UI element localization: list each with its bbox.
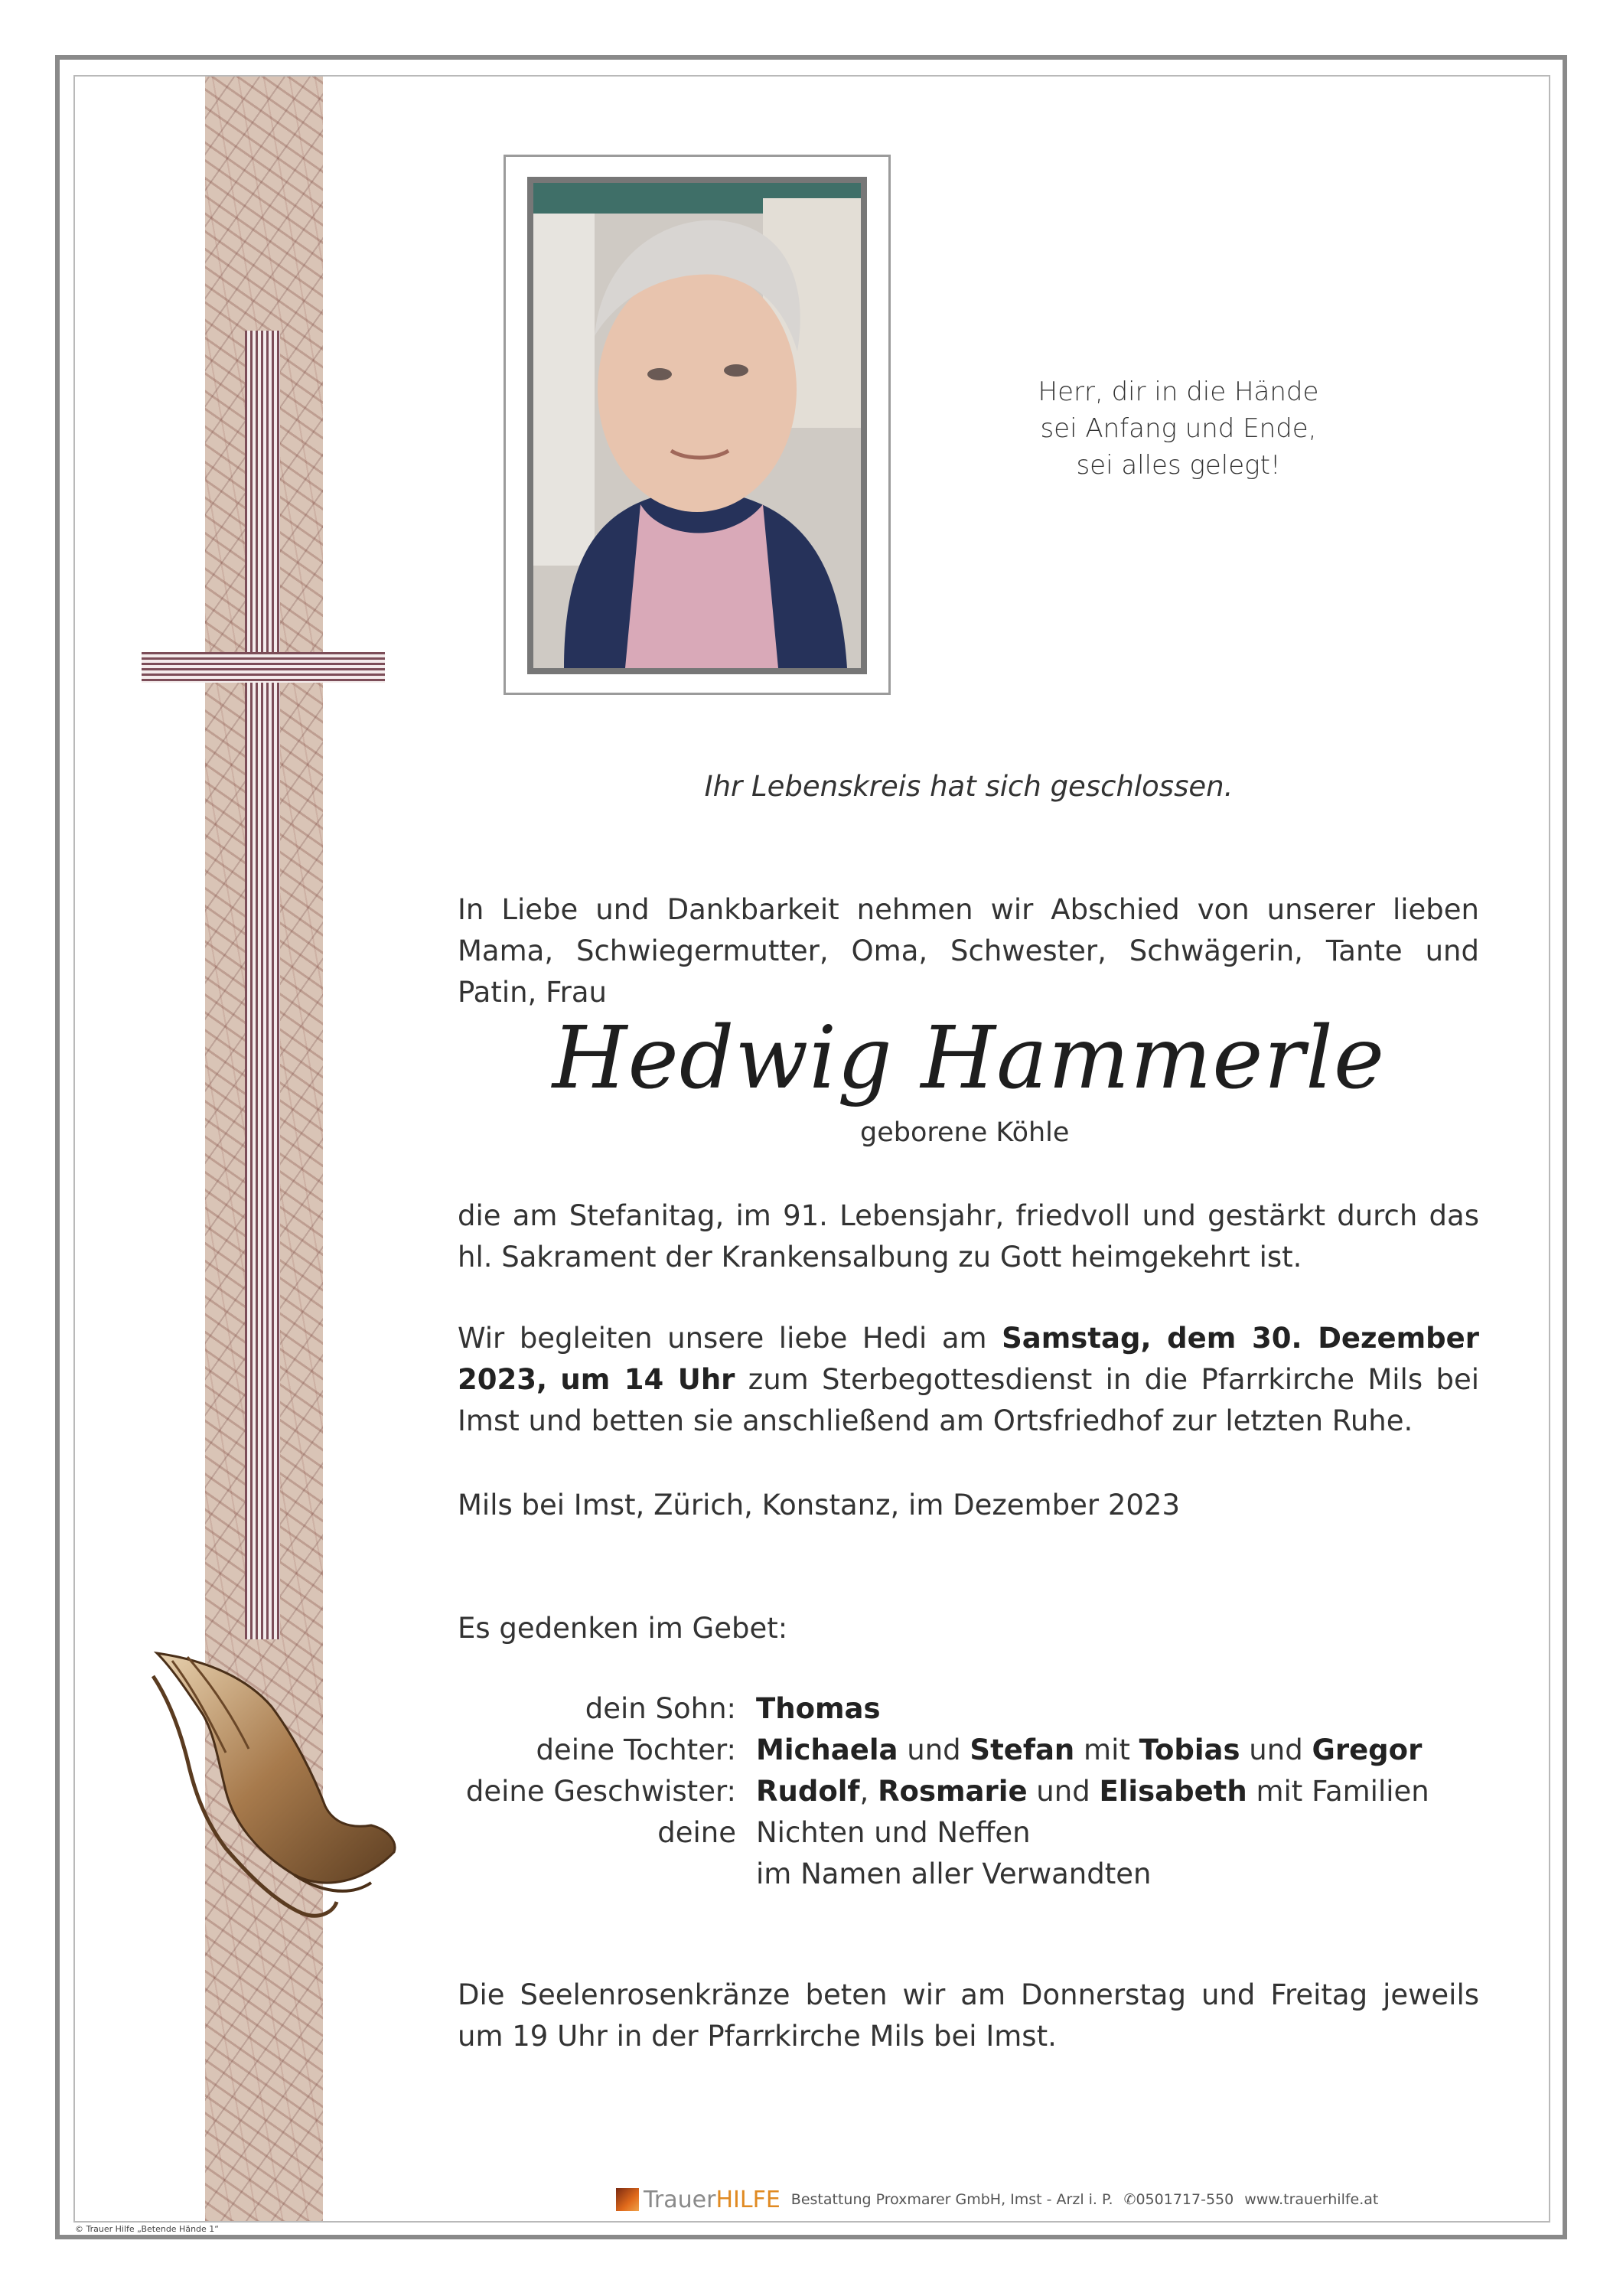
mourner-row-son [458, 1688, 1479, 1730]
verse-line-1: Herr, dir in die Hände [1038, 377, 1319, 407]
intro-text: In Liebe und Dankbarkeit nehmen wir Abschied von unserer lieben Mama, Schwiegermutter, Oma, Schwester, Schwägerin, Tante und Patin, Frau [458, 893, 1479, 1009]
trauerhilfe-logo-icon [616, 2188, 639, 2211]
copyright-note: © Trauer Hilfe „Betende Hände 1“ [75, 2224, 219, 2234]
mourner-name: Rudolf [756, 1775, 860, 1808]
mourner-names: Nichten und Neffen [756, 1816, 1031, 1849]
connector: , [859, 1775, 878, 1808]
funeral-part3: zum Sterbegottesdienst in die Pfarrkirche Mils bei Imst und betten sie anschließend am Ortsfriedhof zur letzten Ruhe. [458, 1363, 1480, 1437]
verse-line-2: sei Anfang und Ende, [1040, 413, 1317, 444]
brand-hilfe: HILFE [715, 2186, 781, 2213]
portrait-image [533, 183, 861, 668]
connector: mit [1074, 1733, 1139, 1766]
mourners-list [458, 1688, 1479, 1895]
praying-hands-icon [142, 1645, 406, 1929]
cross-horizontal-beam [142, 652, 385, 683]
brand-trauer: Trauer [644, 2186, 716, 2213]
verse-line-3: sei alles gelegt! [1076, 450, 1281, 481]
phone-number[interactable]: ✆0501717-550 [1123, 2191, 1234, 2208]
mourner-names [756, 1688, 1479, 1730]
mourner-names [756, 1730, 1479, 1771]
footer [616, 2186, 1378, 2213]
cross-vertical-beam [245, 331, 280, 1639]
connector: und [1240, 1733, 1312, 1766]
maiden-name: geborene Köhle [860, 1117, 1070, 1148]
mourner-name: Elisabeth [1099, 1775, 1247, 1808]
mourner-row-siblings [458, 1771, 1479, 1812]
relation-label: deine Tochter: [536, 1733, 736, 1766]
portrait-frame [504, 155, 891, 695]
mourner-name: Stefan [970, 1733, 1075, 1766]
motto: Ihr Lebenskreis hat sich geschlossen. [704, 770, 1234, 803]
commemoration-heading: Es gedenken im Gebet: [458, 1612, 788, 1645]
mourner-name: Michaela [756, 1733, 898, 1766]
verse [987, 373, 1370, 484]
relation-label: deine Geschwister: [465, 1775, 736, 1808]
mourner-row-nieces [458, 1812, 1479, 1854]
portrait-photo [527, 177, 867, 674]
funeral-text [458, 1318, 1479, 1442]
connector: mit Familien [1247, 1775, 1429, 1808]
relation-label: deine [657, 1816, 736, 1849]
place-date: Mils bei Imst, Zürich, Konstanz, im Dezember 2023 [458, 1489, 1180, 1521]
mourner-name: Gregor [1312, 1733, 1423, 1766]
deceased-name: Hedwig Hammerle [552, 1009, 1386, 1108]
relation-label: dein Sohn: [585, 1692, 736, 1725]
relation-label [458, 1854, 756, 1895]
website-link[interactable]: www.trauerhilfe.at [1244, 2191, 1379, 2208]
funeral-part2 [547, 1363, 560, 1396]
death-text: die am Stefanitag, im 91. Lebensjahr, friedvoll und gestärkt durch das hl. Sakrament der Krankensalbung zu Gott heimgekehrt ist. [458, 1199, 1479, 1274]
mourner-names: im Namen aller Verwandten [756, 1857, 1152, 1890]
mourner-name: Thomas [756, 1692, 881, 1725]
mourner-name: Rosmarie [878, 1775, 1028, 1808]
company-name: Bestattung Proxmarer GmbH, Imst - Arzl i. P. [790, 2191, 1113, 2208]
mourner-row-relatives [458, 1854, 1479, 1895]
connector: und [1027, 1775, 1100, 1808]
mourner-name: Tobias [1139, 1733, 1240, 1766]
funeral-date: Samstag, dem 30. Dezember 2023, [458, 1322, 1480, 1396]
rosary-text: Die Seelenrosenkränze beten wir am Donnerstag und Freitag jeweils um 19 Uhr in der Pfarrkirche Mils bei Imst. [458, 1978, 1479, 2053]
funeral-time: um 14 Uhr [560, 1363, 735, 1396]
mourner-row-daughter [458, 1730, 1479, 1771]
mourner-names [756, 1771, 1479, 1812]
funeral-part1: Wir begleiten unsere liebe Hedi am [458, 1322, 1002, 1355]
connector: und [898, 1733, 970, 1766]
